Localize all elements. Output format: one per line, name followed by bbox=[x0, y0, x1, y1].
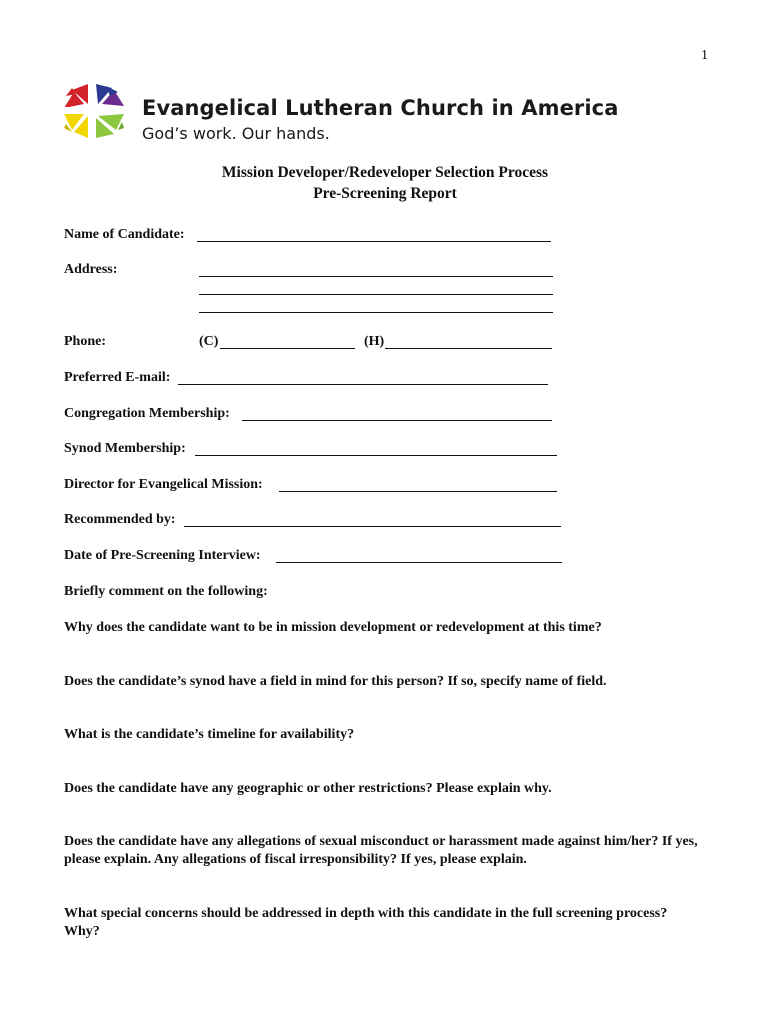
recommended-field[interactable] bbox=[184, 526, 561, 527]
address-field-line-3[interactable] bbox=[199, 312, 553, 313]
congregation-field[interactable] bbox=[242, 420, 552, 421]
page-number: 1 bbox=[701, 48, 708, 63]
elca-cross-logo-icon bbox=[62, 82, 126, 140]
question-1: Why does the candidate want to be in mission development or redevelopment at this time? bbox=[64, 620, 602, 635]
org-name: Evangelical Lutheran Church in America bbox=[142, 96, 619, 120]
question-6: What special concerns should be addressed in depth with this candidate in the full screening process? Why? bbox=[64, 906, 668, 939]
email-label: Preferred E-mail: bbox=[64, 370, 171, 385]
address-label: Address: bbox=[64, 262, 118, 277]
question-2: Does the candidate’s synod have a field in mind for this person? If so, specify name of field. bbox=[64, 674, 607, 689]
name-label: Name of Candidate: bbox=[64, 227, 185, 242]
phone-home-field[interactable] bbox=[385, 348, 552, 349]
phone-home-label: (H) bbox=[364, 334, 385, 349]
recommended-label: Recommended by: bbox=[64, 512, 176, 527]
document-subtitle: Pre-Screening Report bbox=[313, 185, 457, 202]
email-field[interactable] bbox=[178, 384, 548, 385]
name-field[interactable] bbox=[197, 241, 551, 242]
address-field-line-1[interactable] bbox=[199, 276, 553, 277]
director-label: Director for Evangelical Mission: bbox=[64, 477, 263, 492]
synod-field[interactable] bbox=[195, 455, 557, 456]
congregation-label: Congregation Membership: bbox=[64, 406, 230, 421]
comment-intro: Briefly comment on the following: bbox=[64, 584, 268, 599]
question-5: Does the candidate have any allegations of sexual misconduct or harassment made against him/her? If yes, please explain. Any allegations of fiscal irresponsibility? If yes, please explain. bbox=[64, 834, 698, 867]
address-field-line-2[interactable] bbox=[199, 294, 553, 295]
document-title: Mission Developer/Redeveloper Selection Process bbox=[221, 164, 549, 181]
phone-cell-field[interactable] bbox=[220, 348, 355, 349]
phone-cell-label: (C) bbox=[199, 334, 219, 349]
date-label: Date of Pre-Screening Interview: bbox=[64, 548, 261, 563]
question-3: What is the candidate’s timeline for availability? bbox=[64, 727, 355, 742]
phone-label: Phone: bbox=[64, 334, 106, 349]
question-4: Does the candidate have any geographic or other restrictions? Please explain why. bbox=[64, 781, 552, 796]
date-field[interactable] bbox=[276, 562, 562, 563]
synod-label: Synod Membership: bbox=[64, 441, 186, 456]
tagline: God’s work. Our hands. bbox=[142, 124, 330, 143]
director-field[interactable] bbox=[279, 491, 557, 492]
